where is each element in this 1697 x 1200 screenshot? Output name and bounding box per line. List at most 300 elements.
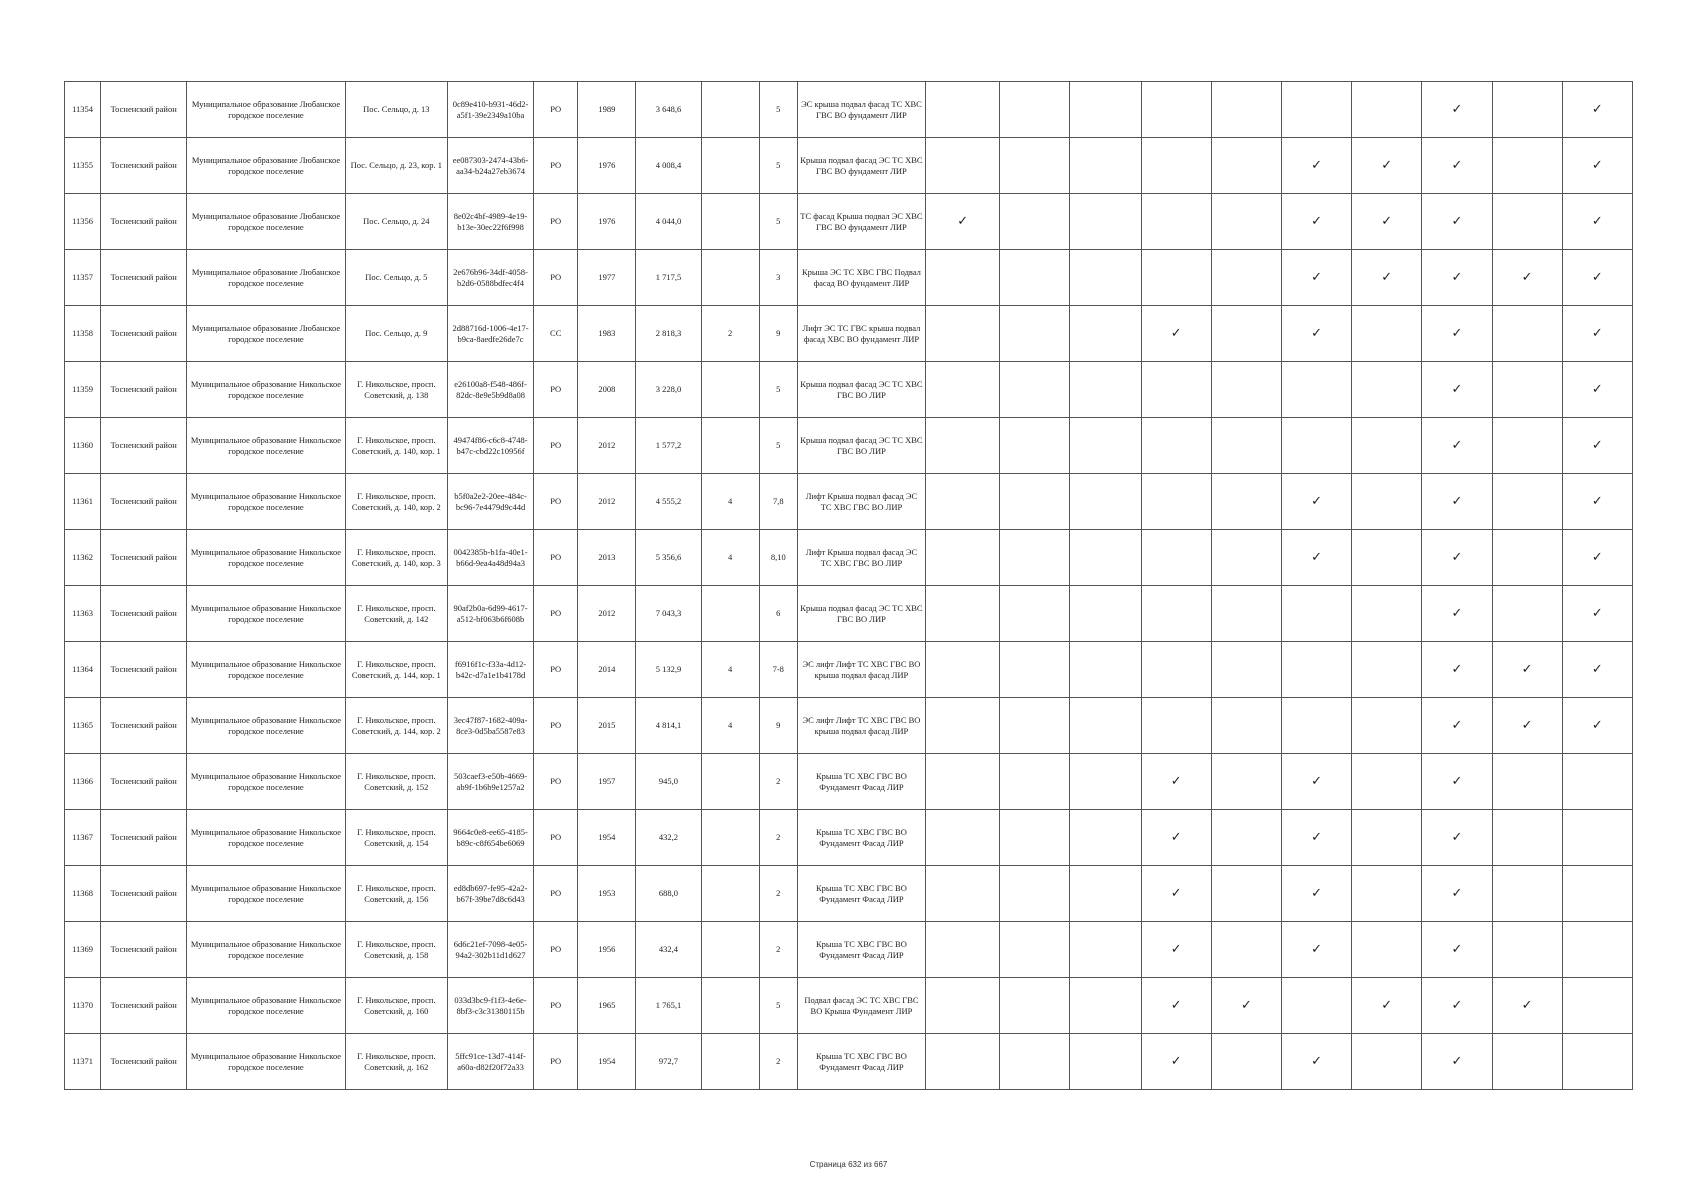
- area-cell: 3 648,6: [636, 82, 701, 138]
- row-number-cell: 11360: [65, 418, 101, 474]
- entrances-cell: [701, 754, 759, 810]
- check-mark-cell: ✓: [1422, 138, 1492, 194]
- municipality-cell: Муниципальное образование Никольское городское поселение: [187, 642, 345, 698]
- row-number-cell: 11361: [65, 474, 101, 530]
- check-mark-cell: ✓: [1211, 978, 1281, 1034]
- guid-cell: 9664c0e8-ee65-4185-b89c-c8f654be6069: [447, 810, 533, 866]
- address-cell: Г. Никольское, просп. Советский, д. 156: [345, 866, 447, 922]
- guid-cell: 2e676b96-34df-4058-b2d6-0588bdfec4f4: [447, 250, 533, 306]
- works-list-cell: Подвал фасад ЭС ТС ХВС ГВС ВО Крыша Фундамент ЛИР: [797, 978, 925, 1034]
- municipality-cell: Муниципальное образование Никольское городское поселение: [187, 754, 345, 810]
- empty-cell: [1281, 698, 1351, 754]
- guid-cell: 2d88716d-1006-4e17-b9ca-8aedfe26de7c: [447, 306, 533, 362]
- check-mark-cell: ✓: [1562, 250, 1632, 306]
- check-mark-cell: ✓: [1422, 82, 1492, 138]
- empty-cell: [1000, 922, 1070, 978]
- floors-cell: 5: [759, 978, 797, 1034]
- empty-cell: [1352, 754, 1422, 810]
- guid-cell: b5f0a2e2-20ee-484c-bc96-7e4479d9c44d: [447, 474, 533, 530]
- row-number-cell: 11369: [65, 922, 101, 978]
- floors-cell: 3: [759, 250, 797, 306]
- row-number-cell: 11371: [65, 1034, 101, 1090]
- empty-cell: [1070, 82, 1141, 138]
- empty-cell: [1000, 642, 1070, 698]
- area-cell: 5 132,9: [636, 642, 701, 698]
- empty-cell: [926, 698, 1000, 754]
- empty-cell: [1000, 754, 1070, 810]
- row-number-cell: 11359: [65, 362, 101, 418]
- empty-cell: [1352, 642, 1422, 698]
- check-mark-cell: ✓: [1422, 194, 1492, 250]
- check-mark-cell: ✓: [1492, 978, 1562, 1034]
- check-mark-cell: ✓: [1352, 194, 1422, 250]
- empty-cell: [1070, 138, 1141, 194]
- empty-cell: [926, 474, 1000, 530]
- table-row: [65, 922, 1633, 978]
- municipality-cell: Муниципальное образование Никольское городское поселение: [187, 810, 345, 866]
- row-number-cell: 11365: [65, 698, 101, 754]
- municipality-cell: Муниципальное образование Никольское городское поселение: [187, 418, 345, 474]
- row-number-cell: 11357: [65, 250, 101, 306]
- empty-cell: [1070, 978, 1141, 1034]
- empty-cell: [1070, 642, 1141, 698]
- district-cell: Тосненский район: [101, 978, 187, 1034]
- check-mark-cell: ✓: [1141, 978, 1211, 1034]
- area-cell: 4 814,1: [636, 698, 701, 754]
- house-type-cell: РО: [534, 978, 578, 1034]
- guid-cell: 8e02c4bf-4989-4e19-b13e-30ec22f6f998: [447, 194, 533, 250]
- year-cell: 1965: [578, 978, 636, 1034]
- table-row: [65, 642, 1633, 698]
- works-list-cell: Крыша подвал фасад ЭС ТС ХВС ГВС ВО фундамент ЛИР: [797, 138, 925, 194]
- guid-cell: f6916f1c-f33a-4d12-b42c-d7a1e1b4178d: [447, 642, 533, 698]
- municipality-cell: Муниципальное образование Любанское городское поселение: [187, 138, 345, 194]
- works-list-cell: Лифт Крыша подвал фасад ЭС ТС ХВС ГВС ВО ЛИР: [797, 474, 925, 530]
- check-mark-cell: ✓: [1281, 530, 1351, 586]
- row-number-cell: 11354: [65, 82, 101, 138]
- table-row: [65, 306, 1633, 362]
- house-type-cell: РО: [534, 362, 578, 418]
- empty-cell: [1141, 194, 1211, 250]
- empty-cell: [1211, 866, 1281, 922]
- district-cell: Тосненский район: [101, 754, 187, 810]
- check-mark-cell: ✓: [1422, 1034, 1492, 1090]
- year-cell: 1989: [578, 82, 636, 138]
- area-cell: 432,2: [636, 810, 701, 866]
- area-cell: 432,4: [636, 922, 701, 978]
- address-cell: Пос. Сельцо, д. 9: [345, 306, 447, 362]
- check-mark-cell: ✓: [1422, 698, 1492, 754]
- area-cell: 4 044,0: [636, 194, 701, 250]
- empty-cell: [1000, 82, 1070, 138]
- empty-cell: [1352, 82, 1422, 138]
- empty-cell: [1211, 754, 1281, 810]
- house-type-cell: РО: [534, 810, 578, 866]
- floors-cell: 9: [759, 306, 797, 362]
- works-list-cell: Крыша ТС ХВС ГВС ВО Фундамент Фасад ЛИР: [797, 754, 925, 810]
- district-cell: Тосненский район: [101, 306, 187, 362]
- guid-cell: ed8db697-fe95-42a2-b67f-39be7d8c6d43: [447, 866, 533, 922]
- guid-cell: 0042385b-b1fa-40e1-b66d-9ea4a48d94a3: [447, 530, 533, 586]
- check-mark-cell: ✓: [1141, 810, 1211, 866]
- row-number-cell: 11366: [65, 754, 101, 810]
- entrances-cell: [701, 1034, 759, 1090]
- empty-cell: [1000, 1034, 1070, 1090]
- year-cell: 1976: [578, 194, 636, 250]
- empty-cell: [1070, 698, 1141, 754]
- municipality-cell: Муниципальное образование Никольское городское поселение: [187, 1034, 345, 1090]
- guid-cell: 033d3bc9-f1f3-4e6e-8bf3-c3c31380115b: [447, 978, 533, 1034]
- district-cell: Тосненский район: [101, 250, 187, 306]
- row-number-cell: 11367: [65, 810, 101, 866]
- empty-cell: [1211, 82, 1281, 138]
- check-mark-cell: ✓: [1141, 866, 1211, 922]
- empty-cell: [1000, 866, 1070, 922]
- guid-cell: 6d6c21ef-7098-4e05-94a2-302b11d1d627: [447, 922, 533, 978]
- works-list-cell: ЭС лифт Лифт ТС ХВС ГВС ВО крыша подвал фасад ЛИР: [797, 642, 925, 698]
- year-cell: 2013: [578, 530, 636, 586]
- municipality-cell: Муниципальное образование Никольское городское поселение: [187, 474, 345, 530]
- empty-cell: [1562, 978, 1632, 1034]
- empty-cell: [1141, 250, 1211, 306]
- address-cell: Г. Никольское, просп. Советский, д. 158: [345, 922, 447, 978]
- empty-cell: [1211, 474, 1281, 530]
- address-cell: Г. Никольское, просп. Советский, д. 140, кор. 2: [345, 474, 447, 530]
- table-row: [65, 866, 1633, 922]
- works-list-cell: ЭС крыша подвал фасад ТС ХВС ГВС ВО фундамент ЛИР: [797, 82, 925, 138]
- empty-cell: [1352, 418, 1422, 474]
- municipality-cell: Муниципальное образование Любанское городское поселение: [187, 306, 345, 362]
- row-number-cell: 11370: [65, 978, 101, 1034]
- check-mark-cell: ✓: [1422, 922, 1492, 978]
- address-cell: Г. Никольское, просп. Советский, д. 152: [345, 754, 447, 810]
- check-mark-cell: ✓: [1281, 194, 1351, 250]
- empty-cell: [1141, 586, 1211, 642]
- address-cell: Пос. Сельцо, д. 5: [345, 250, 447, 306]
- floors-cell: 5: [759, 362, 797, 418]
- empty-cell: [1141, 82, 1211, 138]
- check-mark-cell: ✓: [1492, 250, 1562, 306]
- table-row: [65, 754, 1633, 810]
- guid-cell: 3ec47f87-1682-409a-8ce3-0d5ba5587e83: [447, 698, 533, 754]
- year-cell: 2014: [578, 642, 636, 698]
- guid-cell: 90af2b0a-6d99-4617-a512-bf063b6f608b: [447, 586, 533, 642]
- empty-cell: [1562, 810, 1632, 866]
- district-cell: Тосненский район: [101, 1034, 187, 1090]
- check-mark-cell: ✓: [1562, 82, 1632, 138]
- table-row: [65, 530, 1633, 586]
- house-type-cell: РО: [534, 82, 578, 138]
- entrances-cell: [701, 362, 759, 418]
- guid-cell: e26100a8-f548-486f-82dc-8e9e5b9d8a08: [447, 362, 533, 418]
- check-mark-cell: ✓: [1422, 810, 1492, 866]
- municipality-cell: Муниципальное образование Любанское городское поселение: [187, 82, 345, 138]
- district-cell: Тосненский район: [101, 82, 187, 138]
- check-mark-cell: ✓: [1422, 978, 1492, 1034]
- area-cell: 2 818,3: [636, 306, 701, 362]
- year-cell: 1983: [578, 306, 636, 362]
- check-mark-cell: ✓: [1141, 754, 1211, 810]
- house-type-cell: РО: [534, 922, 578, 978]
- empty-cell: [1281, 82, 1351, 138]
- floors-cell: 2: [759, 754, 797, 810]
- empty-cell: [1211, 306, 1281, 362]
- address-cell: Пос. Сельцо, д. 23, кор. 1: [345, 138, 447, 194]
- address-cell: Г. Никольское, просп. Советский, д. 142: [345, 586, 447, 642]
- empty-cell: [1211, 1034, 1281, 1090]
- floors-cell: 8,10: [759, 530, 797, 586]
- empty-cell: [1562, 754, 1632, 810]
- table-row: [65, 698, 1633, 754]
- year-cell: 1957: [578, 754, 636, 810]
- check-mark-cell: ✓: [1281, 138, 1351, 194]
- entrances-cell: [701, 138, 759, 194]
- address-cell: Г. Никольское, просп. Советский, д. 160: [345, 978, 447, 1034]
- empty-cell: [1000, 586, 1070, 642]
- check-mark-cell: ✓: [1141, 1034, 1211, 1090]
- empty-cell: [1281, 978, 1351, 1034]
- empty-cell: [926, 138, 1000, 194]
- entrances-cell: 4: [701, 530, 759, 586]
- empty-cell: [1141, 418, 1211, 474]
- row-number-cell: 11355: [65, 138, 101, 194]
- address-cell: Г. Никольское, просп. Советский, д. 162: [345, 1034, 447, 1090]
- empty-cell: [1352, 530, 1422, 586]
- guid-cell: 49474f86-c6c8-4748-b47c-cbd22c10956f: [447, 418, 533, 474]
- empty-cell: [926, 530, 1000, 586]
- works-list-cell: Крыша ТС ХВС ГВС ВО Фундамент Фасад ЛИР: [797, 810, 925, 866]
- entrances-cell: 4: [701, 642, 759, 698]
- year-cell: 2015: [578, 698, 636, 754]
- address-cell: Г. Никольское, просп. Советский, д. 144, кор. 2: [345, 698, 447, 754]
- empty-cell: [1352, 866, 1422, 922]
- floors-cell: 2: [759, 922, 797, 978]
- empty-cell: [926, 922, 1000, 978]
- table-row: [65, 586, 1633, 642]
- area-cell: 4 555,2: [636, 474, 701, 530]
- check-mark-cell: ✓: [1281, 810, 1351, 866]
- area-cell: 945,0: [636, 754, 701, 810]
- check-mark-cell: ✓: [1562, 194, 1632, 250]
- house-type-cell: РО: [534, 866, 578, 922]
- check-mark-cell: ✓: [1562, 530, 1632, 586]
- empty-cell: [1492, 138, 1562, 194]
- empty-cell: [1000, 194, 1070, 250]
- check-mark-cell: ✓: [1281, 922, 1351, 978]
- area-cell: 5 356,6: [636, 530, 701, 586]
- entrances-cell: [701, 922, 759, 978]
- works-list-cell: ТС фасад Крыша подвал ЭС ХВС ГВС ВО фундамент ЛИР: [797, 194, 925, 250]
- area-cell: 7 043,3: [636, 586, 701, 642]
- empty-cell: [1070, 922, 1141, 978]
- empty-cell: [1492, 586, 1562, 642]
- municipality-cell: Муниципальное образование Никольское городское поселение: [187, 586, 345, 642]
- municipality-cell: Муниципальное образование Любанское городское поселение: [187, 194, 345, 250]
- entrances-cell: [701, 418, 759, 474]
- check-mark-cell: ✓: [1422, 418, 1492, 474]
- floors-cell: 5: [759, 418, 797, 474]
- check-mark-cell: ✓: [1492, 642, 1562, 698]
- table-row: [65, 82, 1633, 138]
- works-list-cell: Крыша ТС ХВС ГВС ВО Фундамент Фасад ЛИР: [797, 922, 925, 978]
- empty-cell: [1492, 362, 1562, 418]
- entrances-cell: [701, 866, 759, 922]
- empty-cell: [926, 754, 1000, 810]
- check-mark-cell: ✓: [1562, 306, 1632, 362]
- empty-cell: [1211, 922, 1281, 978]
- works-list-cell: Крыша подвал фасад ЭС ТС ХВС ГВС ВО ЛИР: [797, 586, 925, 642]
- check-mark-cell: ✓: [1562, 642, 1632, 698]
- empty-cell: [1281, 642, 1351, 698]
- page-footer: Страница 632 из 667: [809, 1160, 888, 1169]
- floors-cell: 9: [759, 698, 797, 754]
- empty-cell: [1562, 922, 1632, 978]
- check-mark-cell: ✓: [1422, 362, 1492, 418]
- address-cell: Г. Никольское, просп. Советский, д. 140, кор. 3: [345, 530, 447, 586]
- empty-cell: [1492, 82, 1562, 138]
- empty-cell: [1492, 418, 1562, 474]
- empty-cell: [1492, 810, 1562, 866]
- empty-cell: [1070, 1034, 1141, 1090]
- works-list-cell: Крыша подвал фасад ЭС ТС ХВС ГВС ВО ЛИР: [797, 362, 925, 418]
- entrances-cell: [701, 810, 759, 866]
- district-cell: Тосненский район: [101, 922, 187, 978]
- guid-cell: 5ffc91ce-13d7-414f-a60a-d82f20f72a33: [447, 1034, 533, 1090]
- empty-cell: [926, 82, 1000, 138]
- empty-cell: [1492, 754, 1562, 810]
- year-cell: 2012: [578, 586, 636, 642]
- house-type-cell: РО: [534, 418, 578, 474]
- guid-cell: 0c89e410-b931-46d2-a5f1-39e2349a10ba: [447, 82, 533, 138]
- housing-register-table: [64, 81, 1633, 1090]
- area-cell: 688,0: [636, 866, 701, 922]
- check-mark-cell: ✓: [1422, 250, 1492, 306]
- district-cell: Тосненский район: [101, 418, 187, 474]
- empty-cell: [1000, 306, 1070, 362]
- area-cell: 1 765,1: [636, 978, 701, 1034]
- empty-cell: [1352, 922, 1422, 978]
- area-cell: 1 577,2: [636, 418, 701, 474]
- empty-cell: [1000, 250, 1070, 306]
- empty-cell: [1211, 586, 1281, 642]
- floors-cell: 2: [759, 1034, 797, 1090]
- empty-cell: [1211, 418, 1281, 474]
- address-cell: Г. Никольское, просп. Советский, д. 138: [345, 362, 447, 418]
- empty-cell: [1211, 138, 1281, 194]
- empty-cell: [1211, 250, 1281, 306]
- check-mark-cell: ✓: [1281, 1034, 1351, 1090]
- check-mark-cell: ✓: [1422, 306, 1492, 362]
- empty-cell: [1492, 306, 1562, 362]
- table-row: [65, 250, 1633, 306]
- year-cell: 1953: [578, 866, 636, 922]
- house-type-cell: РО: [534, 698, 578, 754]
- empty-cell: [926, 810, 1000, 866]
- empty-cell: [1352, 474, 1422, 530]
- empty-cell: [1211, 642, 1281, 698]
- entrances-cell: 2: [701, 306, 759, 362]
- area-cell: 3 228,0: [636, 362, 701, 418]
- house-type-cell: РО: [534, 586, 578, 642]
- empty-cell: [1562, 1034, 1632, 1090]
- empty-cell: [1141, 474, 1211, 530]
- empty-cell: [1352, 1034, 1422, 1090]
- empty-cell: [926, 418, 1000, 474]
- empty-cell: [1352, 698, 1422, 754]
- floors-cell: 5: [759, 194, 797, 250]
- empty-cell: [1070, 586, 1141, 642]
- empty-cell: [1211, 698, 1281, 754]
- works-list-cell: ЭС лифт Лифт ТС ХВС ГВС ВО крыша подвал фасад ЛИР: [797, 698, 925, 754]
- check-mark-cell: ✓: [1422, 866, 1492, 922]
- check-mark-cell: ✓: [1422, 754, 1492, 810]
- empty-cell: [1492, 474, 1562, 530]
- empty-cell: [1281, 586, 1351, 642]
- empty-cell: [1141, 698, 1211, 754]
- works-list-cell: Лифт Крыша подвал фасад ЭС ТС ХВС ГВС ВО ЛИР: [797, 530, 925, 586]
- table-row: [65, 978, 1633, 1034]
- district-cell: Тосненский район: [101, 586, 187, 642]
- entrances-cell: [701, 194, 759, 250]
- house-type-cell: РО: [534, 754, 578, 810]
- municipality-cell: Муниципальное образование Никольское городское поселение: [187, 978, 345, 1034]
- municipality-cell: Муниципальное образование Никольское городское поселение: [187, 530, 345, 586]
- empty-cell: [1070, 418, 1141, 474]
- floors-cell: 5: [759, 82, 797, 138]
- check-mark-cell: ✓: [1422, 586, 1492, 642]
- address-cell: Г. Никольское, просп. Советский, д. 154: [345, 810, 447, 866]
- table-body: [65, 82, 1633, 1090]
- year-cell: 1977: [578, 250, 636, 306]
- empty-cell: [1070, 306, 1141, 362]
- check-mark-cell: ✓: [1422, 642, 1492, 698]
- empty-cell: [1070, 194, 1141, 250]
- district-cell: Тосненский район: [101, 810, 187, 866]
- empty-cell: [1562, 866, 1632, 922]
- municipality-cell: Муниципальное образование Никольское городское поселение: [187, 362, 345, 418]
- check-mark-cell: ✓: [1141, 922, 1211, 978]
- check-mark-cell: ✓: [1281, 306, 1351, 362]
- floors-cell: 7-8: [759, 642, 797, 698]
- table-row: [65, 418, 1633, 474]
- row-number-cell: 11364: [65, 642, 101, 698]
- empty-cell: [1141, 530, 1211, 586]
- empty-cell: [1492, 194, 1562, 250]
- district-cell: Тосненский район: [101, 138, 187, 194]
- row-number-cell: 11356: [65, 194, 101, 250]
- year-cell: 1976: [578, 138, 636, 194]
- table-row: [65, 138, 1633, 194]
- house-type-cell: РО: [534, 530, 578, 586]
- municipality-cell: Муниципальное образование Любанское городское поселение: [187, 250, 345, 306]
- check-mark-cell: ✓: [1562, 586, 1632, 642]
- row-number-cell: 11363: [65, 586, 101, 642]
- area-cell: 972,7: [636, 1034, 701, 1090]
- district-cell: Тосненский район: [101, 362, 187, 418]
- empty-cell: [1211, 194, 1281, 250]
- empty-cell: [1000, 362, 1070, 418]
- empty-cell: [1000, 474, 1070, 530]
- check-mark-cell: ✓: [1562, 698, 1632, 754]
- entrances-cell: [701, 82, 759, 138]
- empty-cell: [1000, 810, 1070, 866]
- check-mark-cell: ✓: [1562, 474, 1632, 530]
- check-mark-cell: ✓: [1562, 418, 1632, 474]
- check-mark-cell: ✓: [1281, 474, 1351, 530]
- works-list-cell: Крыша ЭС ТС ХВС ГВС Подвал фасад ВО фундамент ЛИР: [797, 250, 925, 306]
- guid-cell: 503caef3-e50b-4669-ab9f-1b6b9e1257a2: [447, 754, 533, 810]
- house-type-cell: РО: [534, 1034, 578, 1090]
